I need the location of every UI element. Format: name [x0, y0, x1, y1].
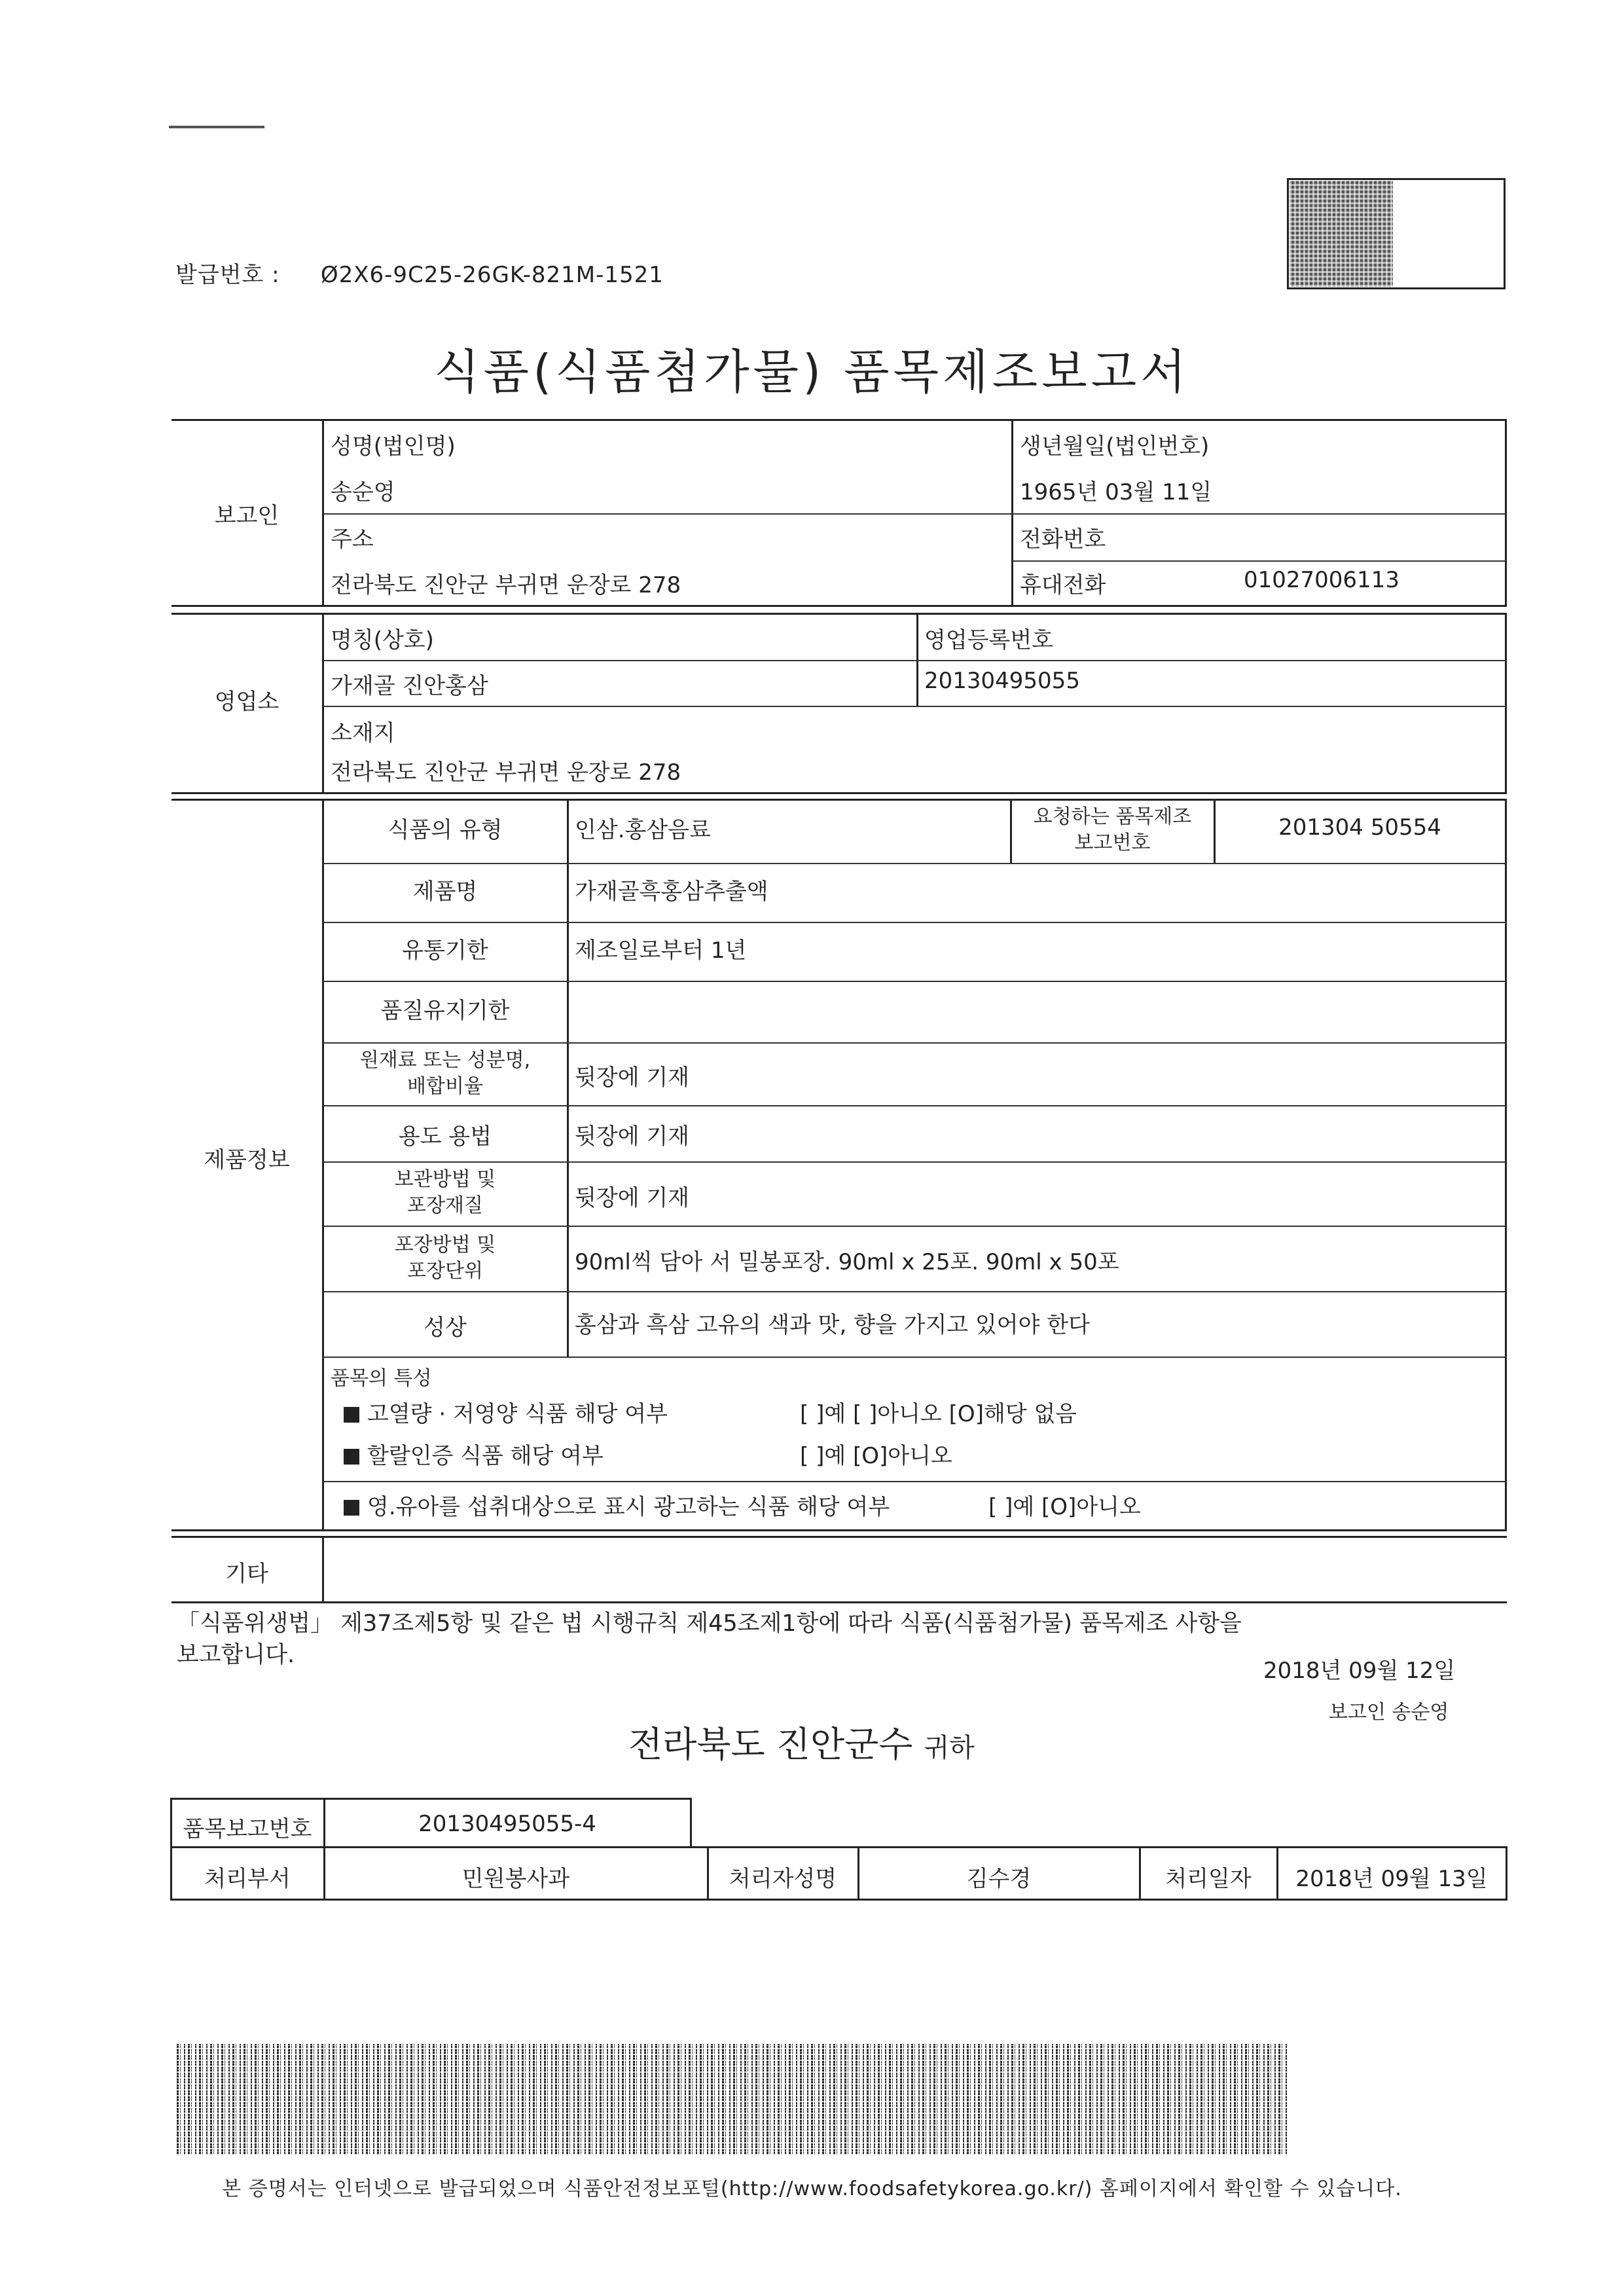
packing-value: 90ml씩 담아 서 밀봉포장. 90ml x 25포. 90ml x 50포	[575, 1249, 1119, 1275]
ingredients-label-line2: 배합비율	[407, 1075, 483, 1098]
date-value: 2018년 09월 13일	[1295, 1866, 1488, 1892]
statement-line-1: 「식품위생법」 제37조제5항 및 같은 법 시행규칙 제45조제1항에 따라 식품(식품첨가물) 품목제조 사항을	[177, 1611, 1242, 1637]
business-reg-number: 20130495055	[924, 668, 1080, 694]
feature-options: [ ]예 [ ]아니오 [O]해당 없음	[800, 1401, 1077, 1427]
product-type-label: 식품의 유형	[388, 817, 503, 843]
feature-item	[344, 1396, 668, 1428]
etc-top-border	[171, 1536, 1507, 1538]
proc-middle-border	[170, 1846, 1506, 1848]
handler-value: 김수경	[966, 1866, 1032, 1892]
product-row-divider	[323, 1105, 1506, 1106]
proc-divider	[690, 1798, 692, 1848]
feature-options: [ ]예 [O]아니오	[800, 1443, 952, 1469]
feature-text: 영.유아를 섭취대상으로 표시 광고하는 식품 해당 여부	[367, 1494, 890, 1520]
reporter-phone-label: 전화번호	[1020, 526, 1106, 553]
etc-label-divider	[322, 1536, 324, 1603]
ingredients-value: 뒷장에 기재	[575, 1065, 690, 1091]
product-row-divider	[323, 1042, 1506, 1044]
page-title: 식품(식품첨가물) 품목제조보고서	[434, 344, 1190, 399]
reporter-bottom-border	[171, 605, 1507, 607]
recipient	[628, 1717, 975, 1767]
storage-value: 뒷장에 기재	[575, 1185, 690, 1211]
reporter-birth-label: 생년월일(법인번호)	[1020, 433, 1210, 460]
features-label: 품목의 특성	[331, 1367, 432, 1390]
feature-text: 고열량 · 저영양 식품 해당 여부	[367, 1401, 668, 1427]
reporter-section-label: 보고인	[214, 503, 280, 529]
ingredients-label-line1: 원재료 또는 성분명,	[359, 1049, 531, 1072]
storage-label-line2: 포장재질	[407, 1194, 483, 1217]
product-type: 인삼.홍삼음료	[575, 817, 711, 843]
product-top-border	[171, 799, 1507, 801]
business-location: 전라북도 진안군 부귀면 운장로 278	[331, 759, 681, 786]
product-row-divider	[323, 1226, 1506, 1227]
business-name: 가재골 진안홍삼	[331, 673, 488, 699]
business-row-divider-1	[323, 660, 1506, 661]
storage-label-line1: 보관방법 및	[394, 1168, 496, 1191]
date-label: 처리일자	[1165, 1866, 1252, 1892]
dept-value: 민원봉사과	[461, 1866, 570, 1892]
business-location-label: 소재지	[331, 720, 395, 746]
issue-number	[175, 257, 664, 289]
square-bullet-icon	[344, 1500, 359, 1516]
recipient-main: 전라북도 진안군수	[628, 1724, 913, 1765]
feature-item	[344, 1438, 604, 1470]
packing-label-line1: 포장방법 및	[394, 1233, 496, 1256]
product-bottom-border	[171, 1529, 1507, 1531]
handler-label: 처리자성명	[729, 1866, 837, 1892]
etc-bottom-border	[171, 1601, 1507, 1603]
reporter-phone-divider	[1013, 560, 1506, 562]
product-label-divider	[322, 799, 324, 1531]
product-section-label: 제품정보	[204, 1147, 290, 1173]
req-number-label-line2: 보고번호	[1074, 831, 1151, 854]
proc-top-border	[170, 1798, 691, 1800]
storage-label	[323, 1167, 567, 1219]
ingredients-label	[323, 1048, 567, 1100]
top-mark-line	[169, 126, 264, 128]
reporter-signature: 보고인 송순영	[1329, 1701, 1449, 1724]
product-row-divider	[323, 1481, 1506, 1482]
report-date: 2018년 09월 12일	[1263, 1658, 1456, 1684]
req-number: 201304 50554	[1278, 814, 1441, 841]
feature-options: [ ]예 [O]아니오	[988, 1494, 1141, 1520]
expiry-value: 제조일로부터 1년	[575, 938, 747, 964]
quality-label: 품질유지기한	[380, 998, 510, 1024]
business-bottom-border	[171, 792, 1507, 794]
proc-right-border	[1506, 1846, 1507, 1900]
req-number-label	[1011, 804, 1214, 856]
feature-text: 할랄인증 식품 해당 여부	[367, 1443, 604, 1469]
product-row-divider	[323, 1291, 1506, 1292]
business-reg-label: 영업등록번호	[924, 627, 1054, 653]
reporter-address-label: 주소	[331, 526, 374, 553]
dept-label: 처리부서	[204, 1866, 291, 1892]
table-top-border	[171, 419, 1507, 421]
usage-value: 뒷장에 기재	[575, 1123, 690, 1150]
product-row-divider	[323, 1357, 1506, 1358]
footer-note: 본 증명서는 인터넷으로 발급되었으며 식품안전정보포털(http://www.foodsafetykorea.go.kr/) 홈페이지에서 확인할 수 있습니다.	[222, 2178, 1402, 2200]
product-row-divider	[323, 863, 1506, 864]
product-name-label: 제품명	[412, 879, 478, 905]
packing-label	[323, 1232, 567, 1285]
packing-label-line2: 포장단위	[407, 1260, 483, 1283]
feature-item	[344, 1489, 890, 1521]
product-row-divider	[323, 922, 1506, 923]
issue-value: Ø2X6-9C25-26GK-821M-1521	[320, 262, 664, 288]
product-row-divider	[323, 1161, 1506, 1163]
reporter-row-divider	[323, 513, 1506, 515]
reporter-name: 송순영	[331, 479, 395, 505]
business-label-divider	[322, 613, 324, 794]
proc-bottom-border	[170, 1899, 1507, 1901]
reporter-name-label: 성명(법인명)	[331, 433, 456, 460]
square-bullet-icon	[344, 1449, 359, 1465]
product-right-border	[1505, 799, 1507, 1531]
qr-code-icon	[1290, 181, 1393, 287]
product-col-divider	[567, 799, 569, 1357]
property-label: 성상	[424, 1315, 467, 1341]
square-bullet-icon	[344, 1407, 359, 1423]
business-name-label: 명칭(상호)	[331, 627, 434, 653]
reporter-mobile: 01027006113	[1244, 567, 1399, 593]
reporter-birth: 1965년 03월 11일	[1020, 479, 1212, 505]
product-name: 가재골흑홍삼추출액	[575, 879, 768, 905]
business-row-divider-2	[323, 706, 1506, 707]
report-no-label: 품목보고번호	[183, 1816, 312, 1842]
req-number-label-line1: 요청하는 품목제조	[1033, 805, 1192, 828]
report-no: 20130495055-4	[418, 1811, 596, 1837]
business-section-label: 영업소	[214, 689, 280, 715]
expiry-label: 유통기한	[402, 938, 488, 964]
usage-label: 용도 용법	[398, 1123, 492, 1150]
recipient-suffix: 귀하	[924, 1733, 975, 1763]
business-right-border	[1505, 613, 1507, 794]
product-row-divider	[323, 981, 1506, 982]
reporter-mobile-label: 휴대전화	[1020, 572, 1106, 598]
business-top-border	[171, 613, 1507, 615]
barcode-noise	[177, 2044, 1290, 2155]
issue-label: 발급번호 :	[175, 262, 280, 288]
statement-line-2: 보고합니다.	[177, 1642, 295, 1668]
reporter-address: 전라북도 진안군 부귀면 운장로 278	[331, 572, 681, 598]
etc-label: 기타	[225, 1561, 268, 1587]
property-value: 홍삼과 흑삼 고유의 색과 맛, 향을 가지고 있어야 한다	[575, 1312, 1090, 1338]
